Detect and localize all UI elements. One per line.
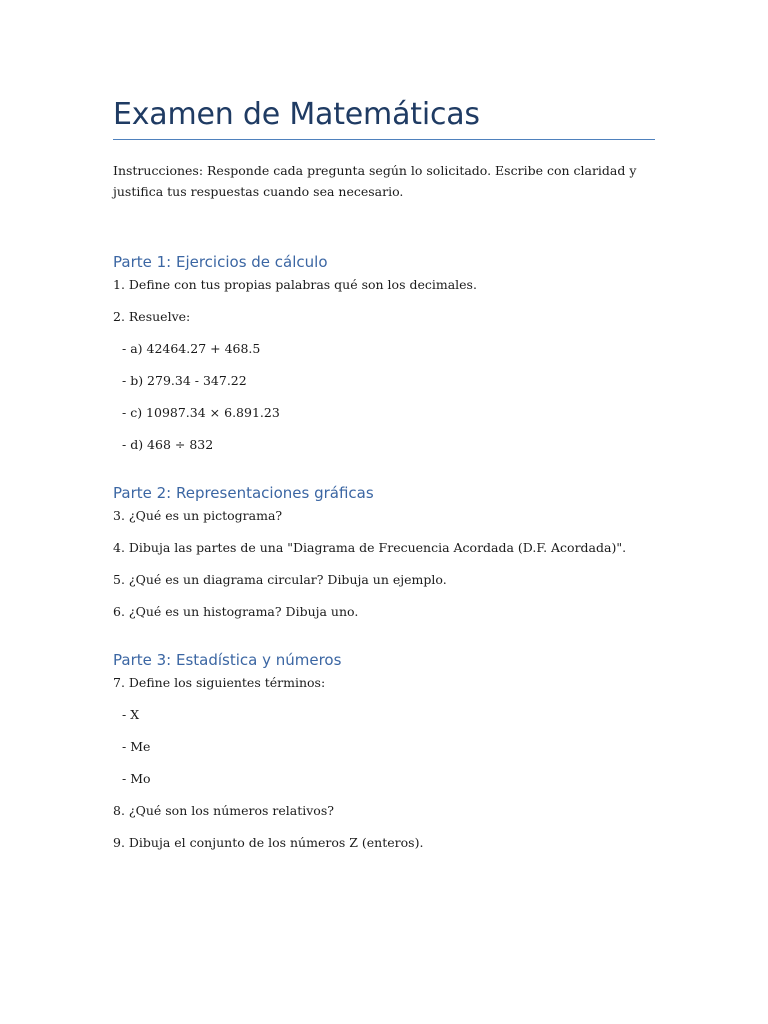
question-2-c: - c) 10987.34 × 6.891.23 — [122, 405, 280, 420]
question-3: 3. ¿Qué es un pictograma? — [113, 508, 283, 523]
question-7-term-mo: - Mo — [122, 771, 151, 786]
question-1: 1. Define con tus propias palabras qué son los decimales. — [113, 277, 477, 292]
question-2-a: - a) 42464.27 + 468.5 — [122, 341, 261, 356]
question-4: 4. Dibuja las partes de una "Diagrama de Frecuencia Acordada (D.F. Acordada)". — [113, 540, 627, 555]
part-3-heading: Parte 3: Estadística y números — [113, 651, 342, 669]
part-1-section — [113, 252, 655, 453]
question-9: 9. Dibuja el conjunto de los números Z (enteros). — [113, 835, 424, 850]
question-5: 5. ¿Qué es un diagrama circular? Dibuja un ejemplo. — [113, 572, 447, 587]
question-7-term-me: - Me — [122, 739, 151, 754]
title-underline — [113, 139, 655, 140]
question-7-term-x: - X — [122, 707, 140, 722]
question-6: 6. ¿Qué es un histograma? Dibuja uno. — [113, 604, 359, 619]
question-2: 2. Resuelve: — [113, 309, 191, 324]
exam-page — [113, 0, 655, 851]
question-7: 7. Define los siguientes términos: — [113, 675, 326, 690]
instructions-paragraph: Instrucciones: Responde cada pregunta según lo solicitado. Escribe con claridad y justifica tus respuestas cuando sea necesario. — [113, 163, 637, 199]
question-2-d: - d) 468 ÷ 832 — [122, 437, 214, 452]
part-2-section — [113, 483, 655, 620]
question-2-b: - b) 279.34 - 347.22 — [122, 373, 247, 388]
question-8: 8. ¿Qué son los números relativos? — [113, 803, 334, 818]
part-2-heading: Parte 2: Representaciones gráficas — [113, 484, 374, 502]
document-title: Examen de Matemáticas — [113, 97, 480, 132]
part-3-section — [113, 650, 655, 851]
part-1-heading: Parte 1: Ejercicios de cálculo — [113, 253, 328, 271]
